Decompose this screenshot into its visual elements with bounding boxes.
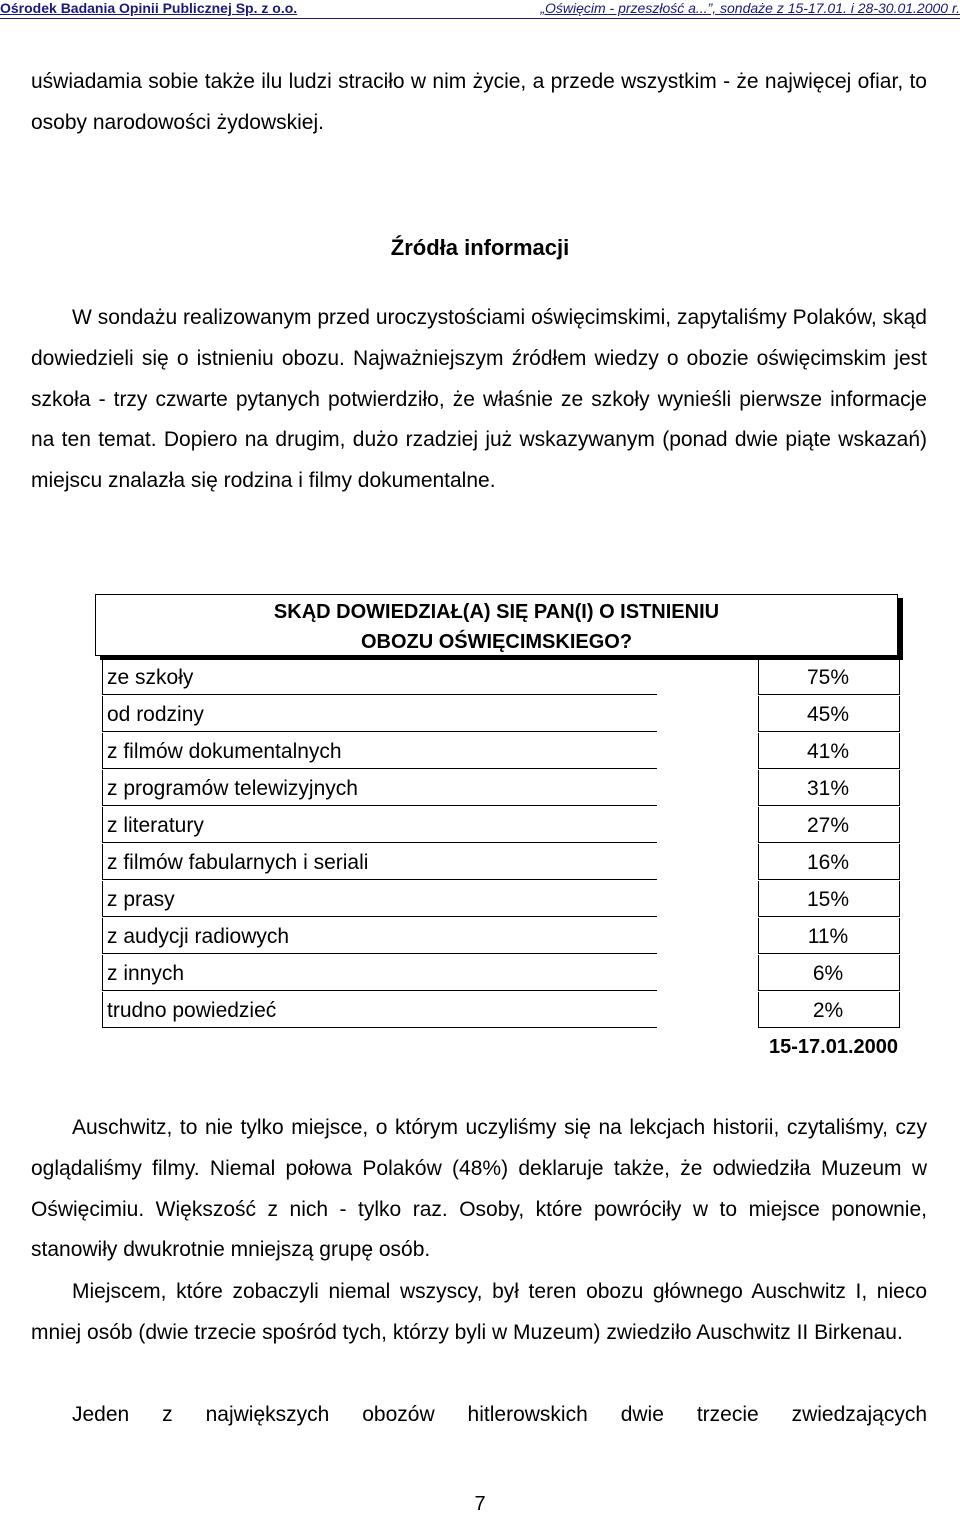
- row-label: z innych: [107, 962, 185, 985]
- table-row: [102, 918, 898, 955]
- table-row: [102, 844, 898, 881]
- row-label: z prasy: [107, 888, 175, 911]
- row-label: z filmów dokumentalnych: [107, 740, 342, 763]
- paragraph-continued: Jeden z największych obozów hitlerowskich dwie trzecie zwiedzających: [72, 1403, 927, 1426]
- table-row: [102, 696, 898, 733]
- table-row: [102, 881, 898, 918]
- section-heading: Źródła informacji: [390, 235, 570, 260]
- table-row: [102, 659, 898, 696]
- survey-table: [102, 659, 898, 1029]
- section-paragraph: W sondażu realizowanym przed uroczystościami oświęcimskimi, zapytaliśmy Polaków, skąd dowiedzieli się o istnieniu obozu. Najważniejszym źródłem wiedzy o obozie oświęcimskim jest szkoła - trzy czwarte pytanych potwierdziło, że właśnie ze szkoły wynieśli pierwsze informacje na ten temat. Dopiero na drugim, dużo rzadziej już wskazywanym (ponad dwie piąte wskazań) miejscu znalazła się rodzina i filmy dokumentalne.: [31, 306, 927, 493]
- row-value: 27%: [806, 814, 850, 837]
- table-row: [102, 955, 898, 992]
- row-value: 75%: [806, 666, 850, 689]
- table-row: [102, 770, 898, 807]
- row-label: z filmów fabularnych i seriali: [107, 851, 369, 874]
- row-value: 6%: [812, 962, 844, 985]
- row-label: od rodziny: [107, 703, 204, 726]
- row-label: z literatury: [107, 814, 204, 837]
- paragraph-museum-visits: Auschwitz, to nie tylko miejsce, o którym uczyliśmy się na lekcjach historii, czytaliśmy, czy oglądaliśmy filmy. Niemal połowa Polaków (48%) deklaruje także, że odwiedziła Muzeum w Oświęcimiu. Większość z nich - tylko raz. Osoby, które powróciły w to miejsce ponownie, stanowiły dwukrotnie mniejszą grupę osób.: [31, 1116, 927, 1262]
- header-report-title: „Oświęcim - przeszłość a...”, sondaże z 15-17.01. i 28-30.01.2000 r.: [540, 0, 960, 16]
- table-title: [95, 594, 898, 656]
- row-value: 16%: [806, 851, 850, 874]
- running-header: [0, 0, 960, 19]
- table-row: [102, 807, 898, 844]
- page-number: 7: [474, 1493, 486, 1515]
- row-label: z programów telewizyjnych: [107, 777, 358, 800]
- row-value: 2%: [812, 999, 844, 1022]
- row-value: 11%: [807, 925, 849, 948]
- row-value: 15%: [806, 888, 850, 911]
- intro-paragraph: uświadamia sobie także ilu ludzi straciło w nim życie, a przede wszystkim - że najwięcej ofiar, to osoby narodowości żydowskiej.: [31, 70, 927, 134]
- row-label: trudno powiedzieć: [107, 999, 277, 1022]
- row-value: 41%: [806, 740, 850, 763]
- table-row: [102, 992, 898, 1029]
- row-label: ze szkoły: [107, 666, 194, 689]
- table-row: [102, 733, 898, 770]
- table-title-line-2: OBOZU OŚWIĘCIMSKIEGO?: [360, 631, 633, 653]
- table-title-line-1: SKĄD DOWIEDZIAŁ(A) SIĘ PAN(I) O ISTNIENIU: [273, 601, 720, 623]
- paragraph-auschwitz-sites: Miejscem, które zobaczyli niemal wszyscy, był teren obozu głównego Auschwitz I, nieco mniej osób (dwie trzecie spośród tych, którzy byli w Muzeum) zwiedziło Auschwitz II Birkenau.: [31, 1280, 927, 1344]
- row-label: z audycji radiowych: [107, 925, 290, 948]
- row-value: 45%: [806, 703, 850, 726]
- header-institution: Ośrodek Badania Opinii Publicznej Sp. z o.o.: [0, 0, 298, 16]
- table-date-note: 15-17.01.2000: [768, 1036, 898, 1058]
- row-value: 31%: [806, 777, 850, 800]
